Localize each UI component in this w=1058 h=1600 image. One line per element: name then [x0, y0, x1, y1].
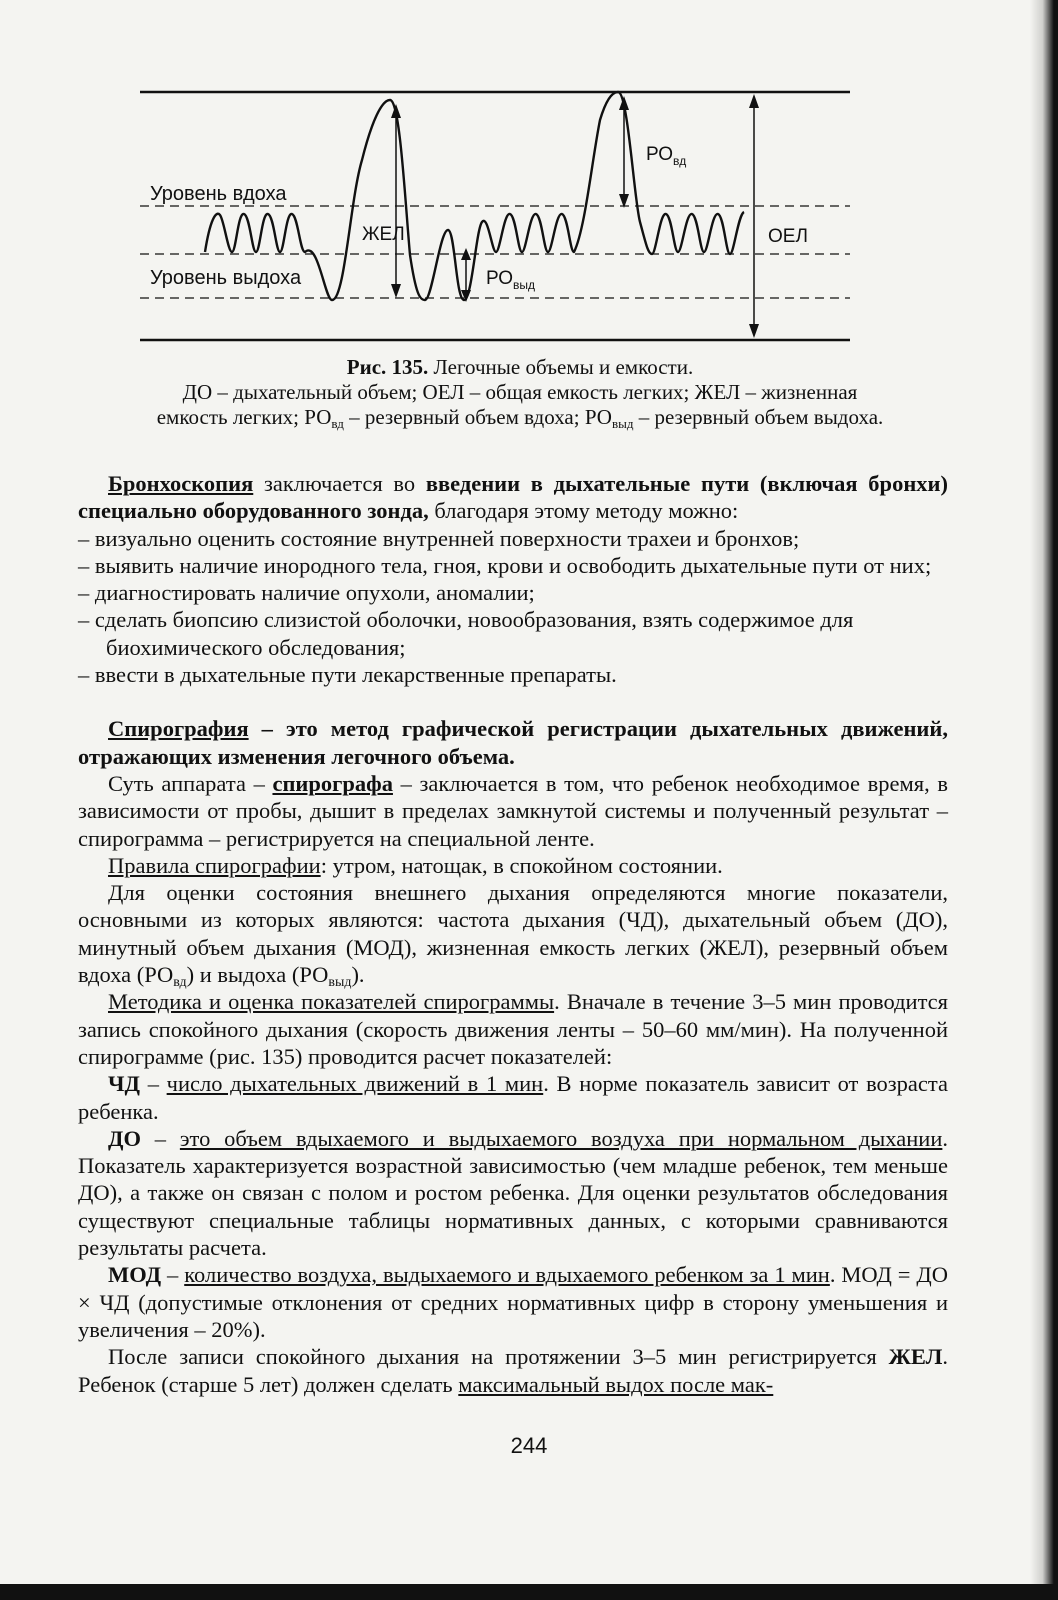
bronchoscopy-term: Бронхоскопия: [108, 471, 254, 496]
oel-label: ОЕЛ: [768, 226, 808, 247]
spirography-definition: Спирография – это метод графической регистрации дыхательных движений, отражающих изменения легочного объема.: [78, 716, 948, 769]
caption-legend-line-2: емкость легких; $РО_{вд}$ – резервный объем вдоха; $РО_{выд}$ – резервный объем выдоха.: [156, 405, 884, 431]
spirography-rules: Правила спирографии: утром, натощак, в спокойном состоянии.: [108, 852, 723, 878]
bronchoscopy-paragraph: Бронхоскопия заключается во введении в дыхательные пути (включая бронхи) специально оборудованного зонда, благодаря этому методу можно:: [78, 471, 948, 524]
list-item: – сделать биопсию слизистой оболочки, новообразования, взять содержимое для биохимического обследования;: [78, 607, 854, 660]
caption-legend-line-1: ДО – дыхательный объем; ОЕЛ – общая емкость легких; ЖЕЛ – жизненная: [182, 380, 858, 404]
ro-vyd-label: $РО_{выд}$: [486, 268, 536, 292]
ro-vd-label: $РО_{вд}$: [646, 144, 687, 168]
lung-volumes-figure: [0, 0, 1058, 350]
inhale-level-label: Уровень вдоха: [150, 183, 287, 205]
list-item: – ввести в дыхательные пути лекарственные препараты.: [78, 662, 617, 688]
spirograph-paragraph: Суть аппарата – спирографа – заключается в том, что ребенок необходимое время, в зависимости от пробы, дышит в пределах замкнутой системы и полученный результат – спирограмма – регистрируется на специальной ленте.: [78, 770, 948, 851]
figure-caption: [70, 355, 970, 430]
scan-bottom-edge: [0, 1584, 1058, 1600]
zhel-paragraph: После записи спокойного дыхания на протяжении 3–5 мин регистрируется ЖЕЛ. Ребенок (старше 5 лет) должен сделать максимальный выдох после мак-: [78, 1344, 948, 1397]
exhale-level-label: Уровень выдоха: [150, 267, 302, 289]
list-item: – диагностировать наличие опухоли, аномалии;: [78, 580, 535, 606]
list-item: – визуально оценить состояние внутренней поверхности трахеи и бронхов;: [78, 525, 800, 551]
body-text: [78, 470, 948, 1398]
method-paragraph: Методика и оценка показателей спирограммы. Вначале в течение 3–5 мин проводится запись спокойного дыхания (скорость движения ленты – 50–60 мм/мин). На полученной спирограмме (рис. 135) проводится расчет показателей:: [78, 989, 949, 1069]
do-paragraph: ДО – это объем вдыхаемого и выдыхаемого воздуха при нормальном дыхании. Показатель характеризуется возрастной зависимостью (чем младше ребенок, тем меньше ДО), а также он связан с полом и ростом ребенка. Для оценки результатов обследования существуют специальные таблицы нормативных данных, с которыми сравниваются результаты расчета.: [78, 1125, 948, 1261]
spirography-term: Спирография: [108, 716, 249, 742]
indicators-paragraph: Для оценки состояния внешнего дыхания определяются многие показатели, основными из которых являются: частота дыхания (ЧД), дыхательный объем (ДО), минутный объем дыхания (МОД), жизненная емкость легких (ЖЕЛ), резервный объем вдоха $(РО_{вд})$ и выдоха $(РО_{выд})$.: [78, 880, 948, 991]
caption-title-line: Рис. 135. Легочные объемы и емкости.: [346, 355, 694, 379]
chd-paragraph: ЧД – число дыхательных движений в 1 мин. В норме показатель зависит от возраста ребенка.: [78, 1071, 948, 1124]
page-number: 244: [510, 1433, 548, 1458]
scan-edge-shadow: [1030, 0, 1058, 1600]
zhel-label: ЖЕЛ: [362, 224, 405, 245]
mod-paragraph: МОД – количество воздуха, выдыхаемого и вдыхаемого ребенком за 1 мин. МОД = ДО × ЧД (допустимые отклонения от средних нормативных цифр в сторону уменьшения и увеличения – 20%).: [78, 1262, 949, 1342]
list-item: – выявить наличие инородного тела, гноя, крови и освободить дыхательные пути от них;: [78, 552, 932, 578]
